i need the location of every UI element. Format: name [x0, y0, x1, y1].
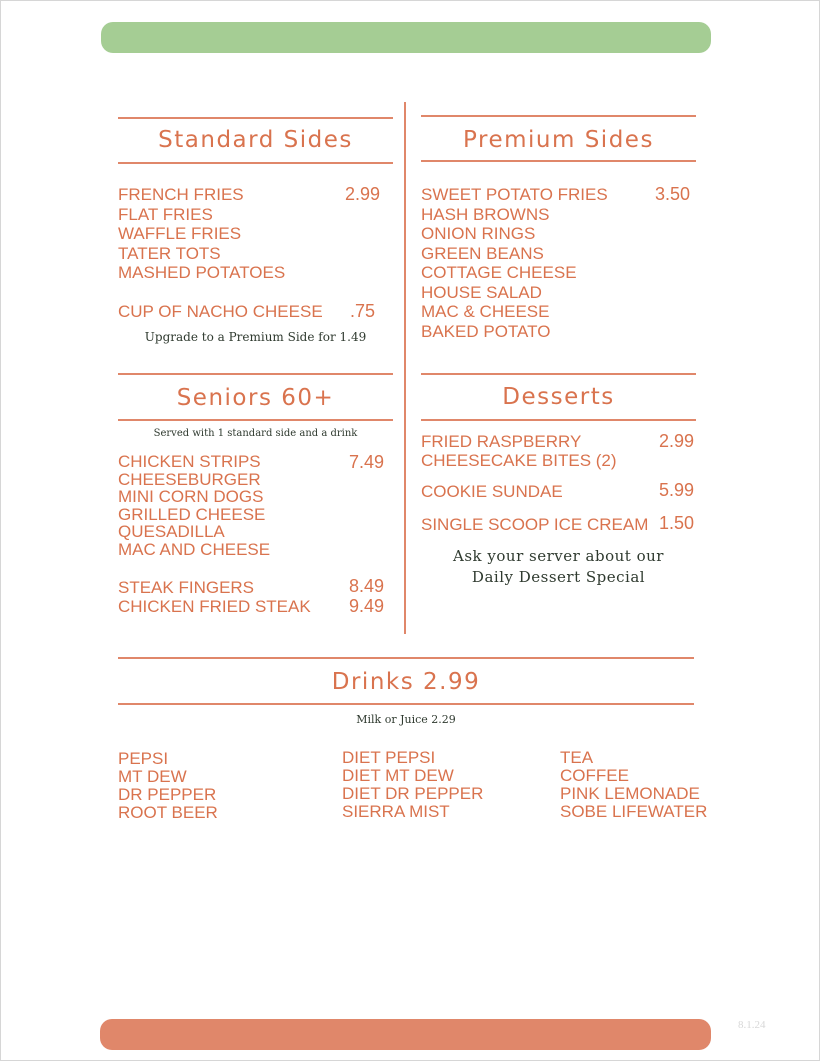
- list-item: DIET PEPSI: [342, 748, 436, 767]
- list-item: GRILLED CHEESE: [118, 504, 266, 524]
- list-item: SWEET POTATO FRIES: [421, 185, 608, 204]
- list-item: MT DEW: [118, 767, 187, 786]
- list-item: SIERRA MIST: [342, 802, 450, 821]
- raspberry-price: 2.99: [658, 431, 694, 451]
- drinks-top-rule: [118, 657, 694, 659]
- drinks-col-3: [560, 749, 707, 821]
- standard-sides-heading: Standard Sides: [158, 127, 353, 153]
- premium-sides-top-rule: [421, 115, 696, 117]
- list-item: DR PEPPER: [118, 785, 217, 804]
- milk-juice-note: Milk or Juice 2.29: [356, 713, 456, 726]
- standard-sides-list: [118, 185, 285, 283]
- list-item: HOUSE SALAD: [421, 282, 542, 302]
- nacho-cheese-label: CUP OF NACHO CHEESE: [118, 302, 323, 321]
- list-item: WAFFLE FRIES: [118, 224, 242, 243]
- list-item: MASHED POTATOES: [118, 263, 286, 282]
- list-item: TEA: [560, 748, 594, 767]
- list-item: FRENCH FRIES: [118, 185, 244, 204]
- desserts-top-rule: [421, 373, 696, 375]
- list-item: PINK LEMONADE: [560, 784, 700, 803]
- drinks-heading: Drinks 2.99: [331, 669, 481, 695]
- seniors-extra-list: [118, 579, 311, 616]
- standard-sides-top-rule: [118, 117, 393, 119]
- list-item: BAKED POTATO: [421, 321, 551, 341]
- dessert-special-note: [421, 546, 696, 588]
- drinks-col-2: [342, 749, 483, 821]
- premium-sides-list: [421, 185, 608, 341]
- footer-code: 8.1.24: [738, 1019, 766, 1031]
- single-scoop-label: SINGLE SCOOP ICE CREAM: [421, 515, 649, 534]
- premium-sides-price: 3.50: [654, 184, 690, 204]
- list-item: DIET DR PEPPER: [342, 784, 484, 803]
- seniors-price: 7.49: [348, 452, 384, 472]
- list-item: ONION RINGS: [421, 224, 536, 243]
- seniors-note: Served with 1 standard side and a drink: [153, 428, 358, 439]
- single-scoop-price: 1.50: [658, 513, 694, 533]
- top-banner: [101, 22, 711, 53]
- list-item: MAC AND CHEESE: [118, 539, 271, 559]
- list-item: FLAT FRIES: [118, 204, 213, 224]
- desserts-heading: Desserts: [502, 384, 615, 410]
- premium-sides-heading: Premium Sides: [463, 127, 654, 153]
- steak-fingers-price: 8.49: [348, 576, 384, 596]
- seniors-top-rule: [118, 373, 393, 375]
- cookie-sundae-price: 5.99: [658, 480, 694, 500]
- list-item: CHICKEN STRIPS: [118, 452, 261, 471]
- upgrade-note: Upgrade to a Premium Side for 1.49: [144, 330, 367, 344]
- center-divider: [404, 102, 406, 634]
- nacho-cheese-price: .75: [349, 301, 375, 321]
- list-item: SOBE LIFEWATER: [560, 802, 708, 821]
- list-item: MINI CORN DOGS: [118, 487, 264, 506]
- list-item: CHICKEN FRIED STEAK: [118, 596, 311, 616]
- desserts-bottom-rule: [421, 419, 696, 421]
- seniors-list: [118, 453, 270, 558]
- dessert-note-line2: Daily Dessert Special: [471, 568, 646, 586]
- standard-sides-price: 2.99: [344, 184, 380, 204]
- raspberry-bites-label: [421, 432, 617, 470]
- dessert-note-line1: Ask your server about our: [453, 547, 664, 565]
- chicken-fried-steak-price: 9.49: [348, 596, 384, 616]
- premium-sides-bottom-rule: [421, 160, 696, 162]
- list-item: GREEN BEANS: [421, 243, 544, 263]
- drinks-bottom-rule: [118, 703, 694, 705]
- list-item: COFFEE: [560, 766, 629, 785]
- raspberry-line2: CHEESECAKE BITES (2): [421, 451, 617, 470]
- list-item: MAC & CHEESE: [421, 302, 550, 321]
- list-item: PEPSI: [118, 749, 169, 768]
- cookie-sundae-label: COOKIE SUNDAE: [421, 482, 563, 501]
- list-item: QUESADILLA: [118, 522, 225, 541]
- standard-sides-bottom-rule: [118, 162, 393, 164]
- list-item: ROOT BEER: [118, 803, 218, 822]
- drinks-col-1: [118, 750, 218, 822]
- list-item: STEAK FINGERS: [118, 578, 255, 597]
- raspberry-line1: FRIED RASPBERRY: [421, 432, 582, 451]
- list-item: CHEESEBURGER: [118, 469, 261, 489]
- seniors-heading: Seniors 60+: [176, 385, 335, 411]
- list-item: COTTAGE CHEESE: [421, 263, 577, 282]
- bottom-banner: [100, 1019, 711, 1050]
- list-item: TATER TOTS: [118, 243, 221, 263]
- seniors-bottom-rule: [118, 419, 393, 421]
- list-item: DIET MT DEW: [342, 766, 454, 785]
- list-item: HASH BROWNS: [421, 204, 550, 224]
